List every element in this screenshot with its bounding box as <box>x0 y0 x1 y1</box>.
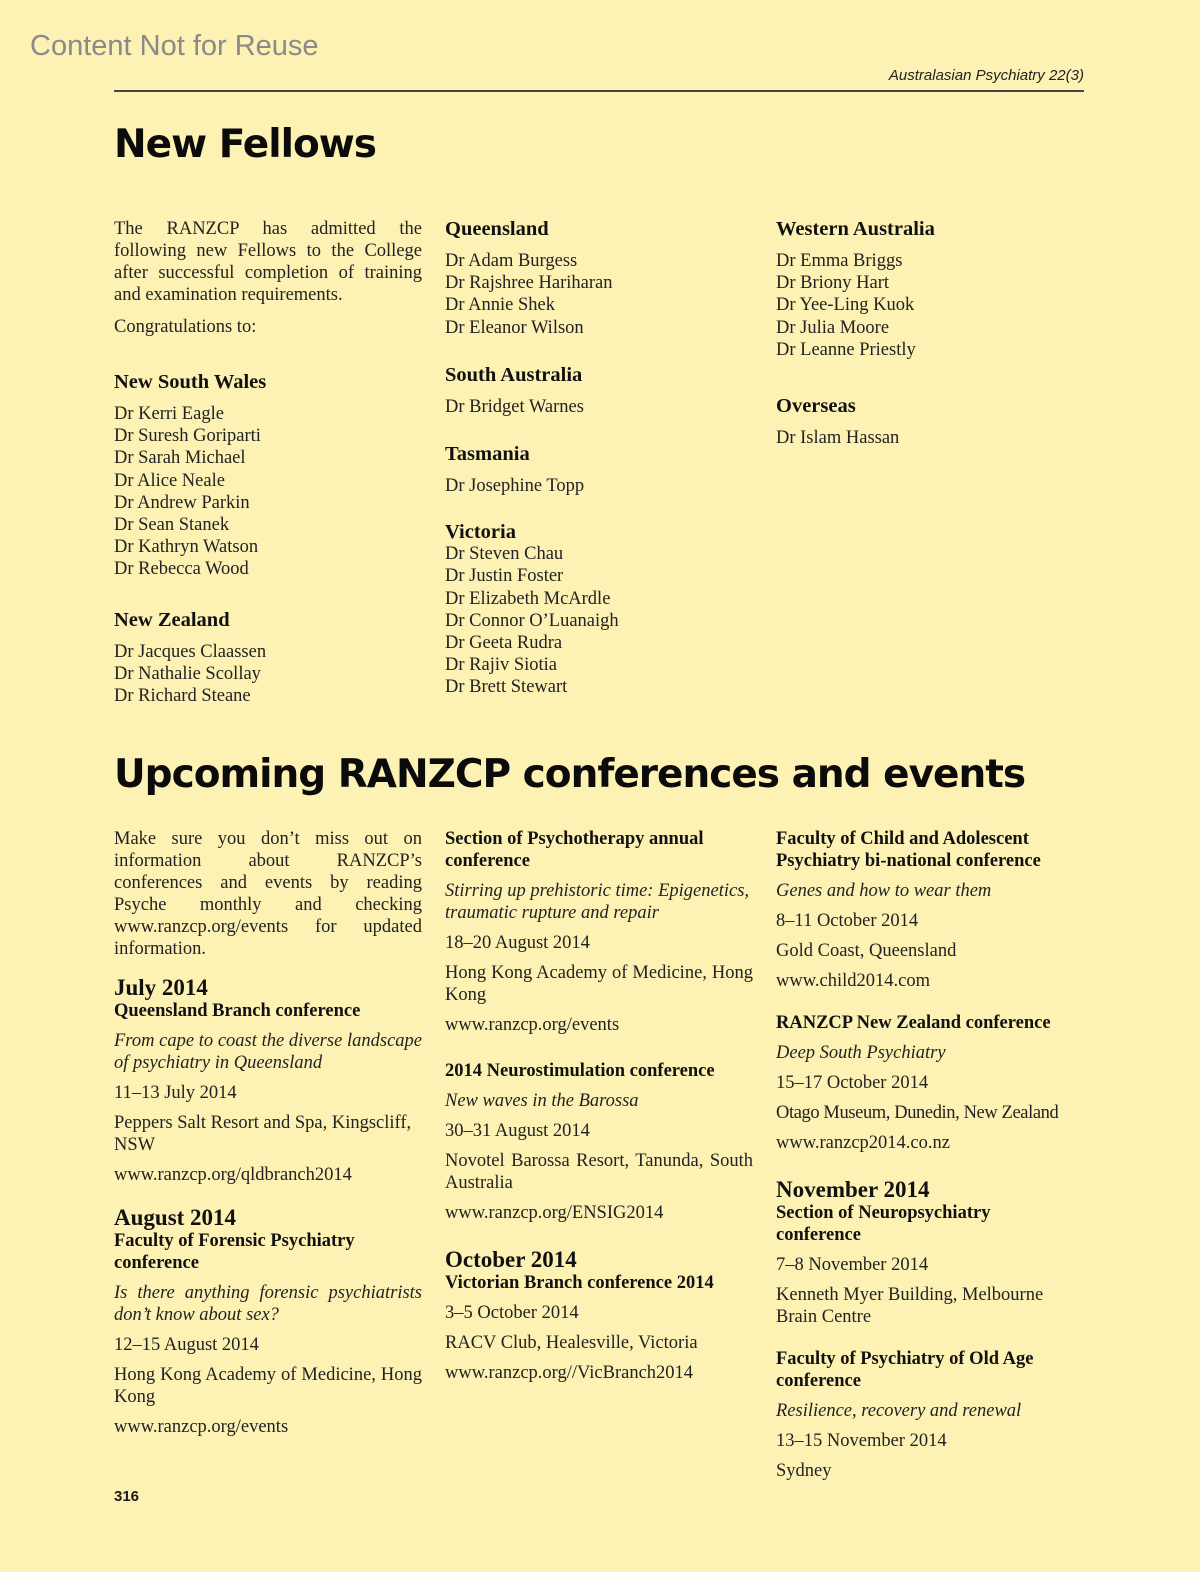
fellow-name: Dr Annie Shek <box>445 295 555 316</box>
fellow-list <box>445 250 753 339</box>
event-venue: Novotel Barossa Resort, Tanunda, South Australia <box>445 1151 753 1193</box>
event-theme: From cape to coast the diverse landscape of psychiatry in Queensland <box>114 1031 422 1073</box>
region-tas <box>445 443 753 497</box>
fellow-name: Dr Justin Foster <box>445 566 564 587</box>
region-heading: Victoria <box>445 521 516 544</box>
region-heading: Queensland <box>445 218 549 240</box>
region-overseas <box>776 395 1084 449</box>
new-fellows-heading: New Fellows <box>114 122 376 167</box>
fellow-name: Dr Geeta Rudra <box>445 633 563 654</box>
fellow-name: Dr Josephine Topp <box>445 476 585 497</box>
event-title: 2014 Neurostimulation conference <box>445 1061 715 1081</box>
fellow-name: Dr Suresh Goriparti <box>114 426 261 447</box>
event-date: 30–31 August 2014 <box>445 1121 590 1141</box>
fellow-name: Dr Adam Burgess <box>445 251 578 271</box>
region-sa <box>445 364 753 418</box>
event-date: 18–20 August 2014 <box>445 933 590 953</box>
fellow-list <box>445 396 753 418</box>
fellow-name: Dr Julia Moore <box>776 317 890 338</box>
event-child-adolescent <box>776 828 1084 992</box>
month-heading: July 2014 <box>114 975 208 1000</box>
events-column-1 <box>114 828 422 1438</box>
event-title: Faculty of Psychiatry of Old Age conference <box>776 1349 1034 1391</box>
event-url: www.child2014.com <box>776 971 930 991</box>
fellow-list <box>445 475 753 497</box>
event-vic-branch <box>445 1272 753 1384</box>
event-theme: Stirring up prehistoric time: Epigenetics, traumatic rupture and repair <box>445 881 750 923</box>
fellows-column-1 <box>114 218 422 707</box>
fellow-name: Dr Emma Briggs <box>776 251 903 271</box>
running-head: Australasian Psychiatry 22(3) <box>888 67 1084 84</box>
event-url: www.ranzcp.org/events <box>114 1417 289 1437</box>
event-date: 11–13 July 2014 <box>114 1083 237 1103</box>
event-date: 12–15 August 2014 <box>114 1335 259 1355</box>
fellow-name: Dr Rebecca Wood <box>114 559 249 580</box>
event-neuropsychiatry <box>776 1202 1084 1328</box>
event-title: Faculty of Forensic Psychiatry conference <box>114 1231 355 1273</box>
fellow-name: Dr Rajiv Siotia <box>445 655 558 676</box>
event-venue: Peppers Salt Resort and Spa, Kingscliff, NSW <box>114 1113 412 1155</box>
event-theme: Resilience, recovery and renewal <box>776 1401 1022 1421</box>
region-qld <box>445 218 753 339</box>
event-theme: New waves in the Barossa <box>445 1091 639 1111</box>
fellow-name: Dr Connor O’Luanaigh <box>445 610 619 631</box>
region-vic <box>445 521 753 698</box>
region-heading: New Zealand <box>114 608 230 631</box>
event-venue: Hong Kong Academy of Medicine, Hong Kong <box>445 963 753 1005</box>
event-theme: Genes and how to wear them <box>776 881 992 901</box>
event-venue: Hong Kong Academy of Medicine, Hong Kong <box>114 1365 422 1407</box>
event-title: Section of Neuropsychiatry conference <box>776 1203 991 1245</box>
fellow-list <box>776 427 1084 449</box>
fellow-name: Dr Andrew Parkin <box>114 492 250 513</box>
event-date: 7–8 November 2014 <box>776 1255 929 1275</box>
fellow-list <box>776 250 1084 361</box>
fellow-name: Dr Nathalie Scollay <box>114 663 261 684</box>
event-title: Section of Psychotherapy annual conference <box>445 829 704 871</box>
event-neurostimulation <box>445 1060 753 1224</box>
month-heading: November 2014 <box>776 1177 930 1202</box>
event-title: Faculty of Child and Adolescent Psychiatry bi-national conference <box>776 829 1041 871</box>
fellow-name: Dr Jacques Claassen <box>114 641 267 662</box>
region-heading: Overseas <box>776 395 856 418</box>
events-column-3 <box>776 828 1084 1482</box>
fellow-name: Dr Leanne Priestly <box>776 339 916 360</box>
fellow-name: Dr Rajshree Hariharan <box>445 273 613 294</box>
fellows-column-2 <box>445 218 753 699</box>
events-column-2 <box>445 828 753 1384</box>
fellow-list <box>445 543 753 698</box>
fellow-name: Dr Steven Chau <box>445 544 564 565</box>
event-venue: RACV Club, Healesville, Victoria <box>445 1333 698 1353</box>
event-url: www.ranzcp.org//VicBranch2014 <box>445 1363 694 1383</box>
events-intro: Make sure you don’t miss out on information about RANZCP’s conferences and events by reading Psyche monthly and checking www.ranzcp.org/events for updated information. <box>114 829 422 959</box>
region-wa <box>776 218 1084 361</box>
event-url: www.ranzcp.org/qldbranch2014 <box>114 1165 352 1185</box>
watermark: Content Not for Reuse <box>30 30 319 62</box>
event-qld-branch <box>114 1000 422 1186</box>
event-nz-conference <box>776 1012 1084 1154</box>
event-title: Queensland Branch conference <box>114 1001 361 1021</box>
event-venue: Otago Museum, Dunedin, New Zealand <box>776 1103 1059 1123</box>
event-forensic <box>114 1230 422 1438</box>
event-theme: Deep South Psychiatry <box>776 1043 946 1063</box>
event-url: www.ranzcp.org/events <box>445 1015 620 1035</box>
fellow-name: Dr Eleanor Wilson <box>445 317 584 338</box>
congratulations-text: Congratulations to: <box>114 317 257 337</box>
fellow-name: Dr Alice Neale <box>114 470 225 491</box>
event-title: RANZCP New Zealand conference <box>776 1013 1051 1033</box>
region-heading: Tasmania <box>445 443 530 466</box>
fellow-name: Dr Bridget Warnes <box>445 396 584 417</box>
fellow-name: Dr Richard Steane <box>114 686 251 707</box>
region-heading: South Australia <box>445 363 583 386</box>
event-psychotherapy <box>445 828 753 1036</box>
region-heading: New South Wales <box>114 371 267 393</box>
region-heading: Western Australia <box>776 218 935 240</box>
fellow-name: Dr Briony Hart <box>776 273 890 294</box>
event-venue: Kenneth Myer Building, Melbourne Brain Centre <box>776 1285 1044 1327</box>
fellow-list <box>114 403 422 581</box>
fellow-list <box>114 641 422 708</box>
region-nz <box>114 609 422 708</box>
fellow-name: Dr Kathryn Watson <box>114 537 259 558</box>
event-date: 15–17 October 2014 <box>776 1073 929 1093</box>
fellow-name: Dr Brett Stewart <box>445 677 568 698</box>
event-date: 13–15 November 2014 <box>776 1431 947 1451</box>
month-heading: August 2014 <box>114 1205 237 1230</box>
region-nsw <box>114 371 422 581</box>
header-rule <box>114 90 1084 92</box>
event-theme: Is there anything forensic psychiatrists don’t know about sex? <box>114 1283 422 1325</box>
event-date: 8–11 October 2014 <box>776 911 919 931</box>
fellows-intro: The RANZCP has admitted the following new Fellows to the College after successful completion of training and examination requirements. <box>114 219 422 305</box>
fellow-name: Dr Yee-Ling Kuok <box>776 295 915 316</box>
event-venue: Gold Coast, Queensland <box>776 941 957 961</box>
month-heading: October 2014 <box>445 1247 577 1272</box>
fellow-name: Dr Sarah Michael <box>114 448 246 469</box>
events-heading: Upcoming RANZCP conferences and events <box>114 752 1026 797</box>
event-url: www.ranzcp2014.co.nz <box>776 1133 950 1153</box>
event-url: www.ranzcp.org/ENSIG2014 <box>445 1203 664 1223</box>
fellows-column-3 <box>776 218 1084 449</box>
event-venue: Sydney <box>776 1461 832 1481</box>
page-number: 316 <box>114 1488 140 1505</box>
event-old-age <box>776 1348 1084 1482</box>
fellow-name: Dr Elizabeth McArdle <box>445 588 611 609</box>
fellow-name: Dr Islam Hassan <box>776 428 900 449</box>
event-title: Victorian Branch conference 2014 <box>445 1273 714 1293</box>
event-date: 3–5 October 2014 <box>445 1303 579 1323</box>
fellow-name: Dr Kerri Eagle <box>114 404 224 424</box>
fellow-name: Dr Sean Stanek <box>114 515 230 536</box>
